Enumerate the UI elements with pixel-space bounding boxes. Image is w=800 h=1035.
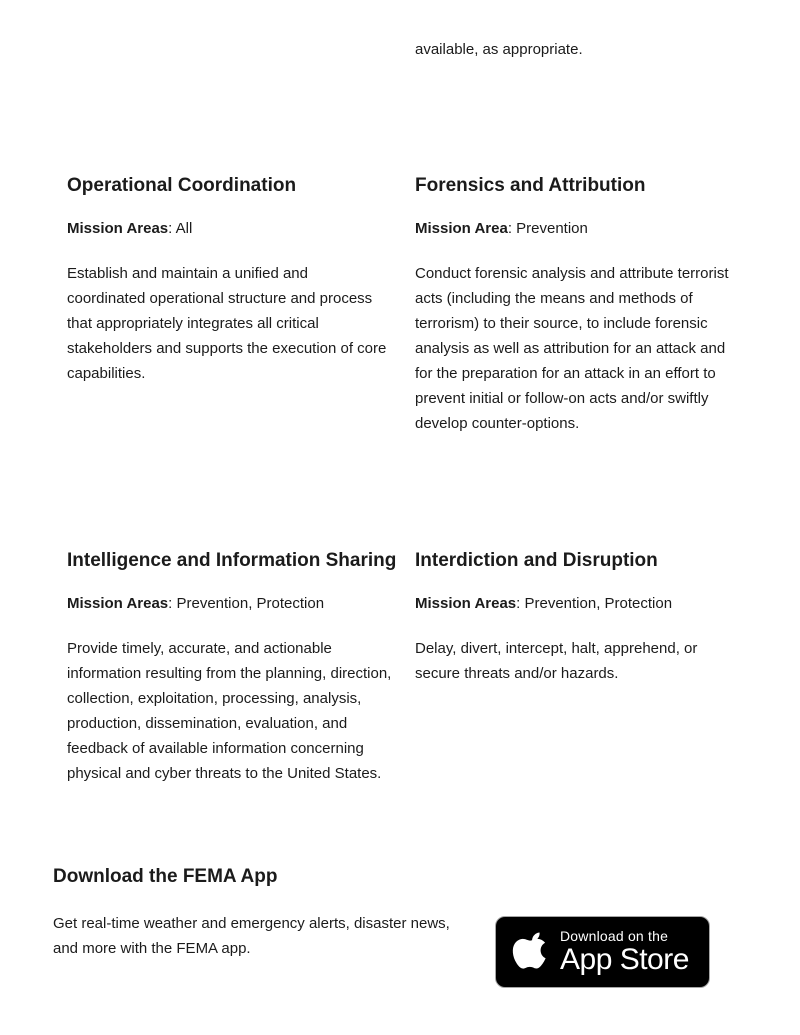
capability-title: Interdiction and Disruption	[415, 550, 658, 571]
mission-value: : Prevention, Protection	[516, 595, 673, 612]
capability-description: Provide timely, accurate, and actionable information resulting from the planning, direction, collection, exploitation, processing, analysis, production, dissemination, evaluation, and feedback of available information concerning physical and cyber threats to the United States.	[67, 640, 392, 782]
mission-value: : Prevention, Protection	[168, 595, 325, 612]
mission-label: Mission Area	[415, 220, 508, 237]
mission-areas	[67, 219, 387, 239]
badge-big-text: App Store	[560, 943, 689, 976]
capability-card-forensics-attribution	[415, 174, 740, 436]
mission-label: Mission Areas	[415, 595, 517, 612]
mission-label: Mission Areas	[67, 220, 169, 237]
app-store-badge-link[interactable]	[495, 916, 710, 988]
mission-areas	[67, 594, 392, 614]
app-store-badge-text	[560, 928, 689, 976]
mission-value: : All	[168, 220, 193, 237]
previous-card-fragment	[415, 0, 745, 90]
description-clip	[67, 636, 392, 782]
apple-logo-icon	[512, 928, 552, 976]
capability-card-operational-coordination	[67, 174, 387, 386]
app-promo-text: Get real-time weather and emergency alerts, disaster news, and more with the FEMA app.	[53, 915, 450, 957]
mission-label: Mission Areas	[67, 595, 169, 612]
capability-title: Forensics and Attribution	[415, 175, 646, 196]
mission-areas	[415, 219, 740, 239]
previous-card-description: available, as appropriate.	[415, 41, 583, 58]
capability-card-intelligence-sharing	[67, 549, 397, 782]
capability-card-interdiction-disruption	[415, 549, 740, 686]
capability-description: Conduct forensic analysis and attribute terrorist acts (including the means and methods of terrorism) to their source, to include forensic analysis as well as attribution for an attack and for the preparation for an attack in an effort to prevent initial or follow-on acts and/or swiftly develop counter-options.	[415, 265, 729, 432]
capability-description: Delay, divert, intercept, halt, apprehend, or secure threats and/or hazards.	[415, 640, 698, 682]
app-promo-title: Download the FEMA App	[53, 866, 278, 887]
mission-areas	[415, 594, 740, 614]
badge-small-text: Download on the	[560, 928, 669, 944]
capability-description: Establish and maintain a unified and coordinated operational structure and process that appropriately integrates all critical stakeholders and supports the execution of core capabilities.	[67, 265, 387, 382]
capability-title: Intelligence and Information Sharing	[67, 550, 397, 571]
capability-title: Operational Coordination	[67, 175, 297, 196]
mission-value: : Prevention	[507, 220, 588, 237]
